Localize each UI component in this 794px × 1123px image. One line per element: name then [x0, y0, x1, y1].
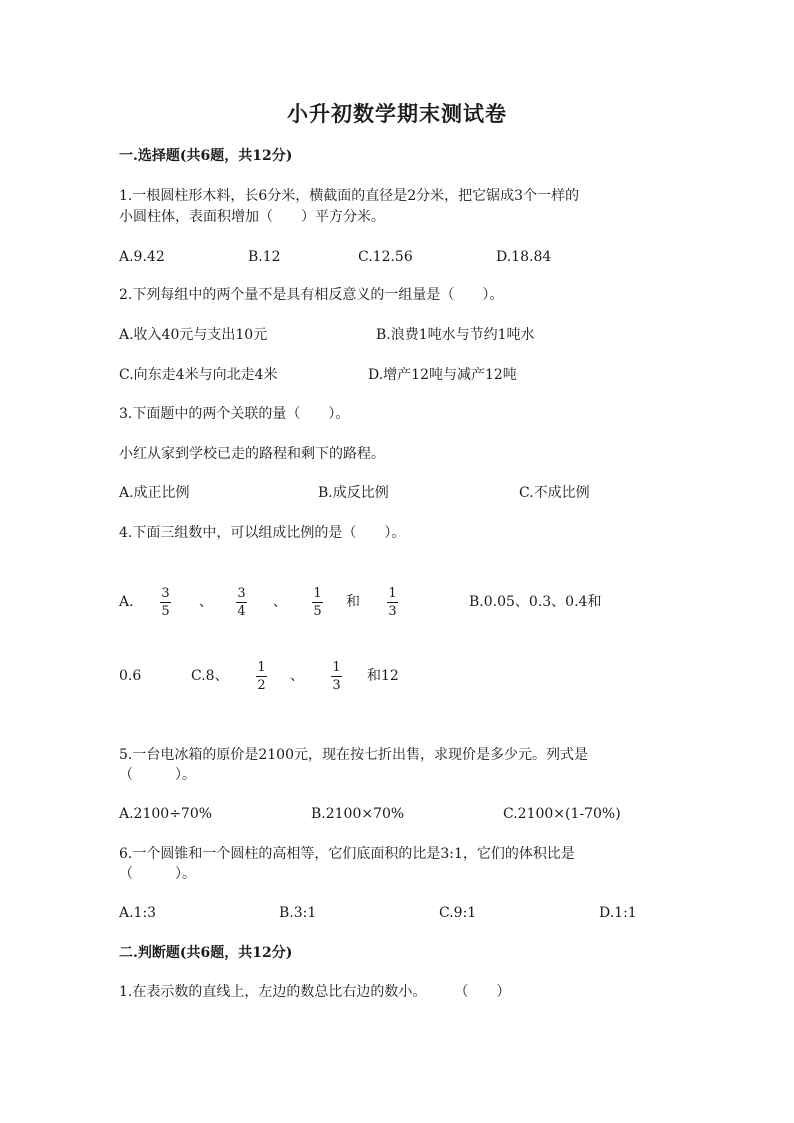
q1-option-d: D.18.84 — [496, 249, 552, 265]
fraction-denominator: 4 — [237, 604, 246, 619]
q5-stem-line2: （ ）。 — [119, 767, 196, 783]
section-heading-choice: 一.选择题(共6题，共12分) — [119, 148, 293, 164]
q4-stem: 4.下面三组数中，可以组成比例的是（ ）。 — [119, 525, 406, 541]
q5-option-a: A.2100÷70% — [119, 806, 213, 822]
q3-option-a: A.成正比例 — [119, 485, 190, 501]
q6-option-a: A.1:3 — [119, 905, 157, 921]
fraction-bar — [387, 602, 398, 603]
fraction-denominator: 5 — [161, 604, 170, 619]
fraction-denominator: 2 — [257, 678, 266, 693]
q1-stem-line2: 小圆柱体，表面积增加（ ）平方分米。 — [119, 209, 385, 225]
q4-a-separator-2: 、 — [273, 594, 287, 610]
q2-option-a: A.收入40元与支出10元 — [119, 327, 268, 343]
q4-option-c-label: C.8、 — [191, 668, 229, 684]
q3-option-b: B.成反比例 — [318, 485, 389, 501]
q4-a-fraction-2 — [236, 586, 247, 619]
q2-stem: 2.下列每组中的两个量不是具有相反意义的一组量是（ ）。 — [119, 287, 504, 303]
q4-a-fraction-1 — [160, 586, 171, 619]
fraction-denominator: 3 — [332, 678, 341, 693]
fraction-numerator: 1 — [388, 586, 397, 601]
q4-a-and: 和 — [346, 594, 360, 610]
page-title: 小升初数学期末测试卷 — [287, 101, 507, 126]
fraction-denominator: 3 — [388, 604, 397, 619]
fraction-bar — [331, 676, 342, 677]
fraction-bar — [256, 676, 267, 677]
q4-c-fraction-1 — [256, 660, 267, 693]
fraction-numerator: 1 — [257, 660, 266, 675]
fraction-bar — [312, 602, 323, 603]
q4-a-fraction-3 — [312, 586, 323, 619]
fraction-numerator: 1 — [313, 586, 322, 601]
judgement-q1: 1.在表示数的直线上，左边的数总比右边的数小。 （ ） — [119, 984, 511, 1000]
section-heading-judgement: 二.判断题(共6题，共12分) — [119, 945, 293, 961]
q2-option-c: C.向东走4米与向北走4米 — [119, 367, 278, 383]
q2-option-b: B.浪费1吨水与节约1吨水 — [376, 327, 535, 343]
q1-stem-line1: 1.一根圆柱形木料，长6分米，横截面的直径是2分米，把它锯成3个一样的 — [119, 188, 580, 204]
q6-stem-line1: 6.一个圆锥和一个圆柱的高相等，它们底面积的比是3:1，它们的体积比是 — [119, 846, 575, 862]
q6-option-b: B.3:1 — [279, 905, 317, 921]
q6-option-d: D.1:1 — [599, 905, 637, 921]
q4-a-fraction-4 — [387, 586, 398, 619]
fraction-numerator: 1 — [332, 660, 341, 675]
q4-option-b-continued: 0.6 — [119, 668, 142, 684]
q5-stem-line1: 5.一台电冰箱的原价是2100元，现在按七折出售，求现价是多少元。列式是 — [119, 747, 588, 763]
q6-stem-line2: （ ）。 — [119, 866, 196, 882]
q4-option-b: B.0.05、0.3、0.4和 — [469, 594, 602, 610]
fraction-bar — [236, 602, 247, 603]
q5-option-c: C.2100×(1-70%) — [503, 806, 621, 822]
q3-context: 小红从家到学校已走的路程和剩下的路程。 — [119, 446, 385, 462]
q4-a-separator-1: 、 — [199, 594, 213, 610]
q2-option-d: D.增产12吨与减产12吨 — [368, 367, 517, 383]
fraction-denominator: 5 — [313, 604, 322, 619]
fraction-numerator: 3 — [161, 586, 170, 601]
fraction-bar — [160, 602, 171, 603]
fraction-numerator: 3 — [237, 586, 246, 601]
q4-c-separator: 、 — [290, 668, 304, 684]
q3-option-c: C.不成比例 — [519, 485, 590, 501]
q6-option-c: C.9:1 — [439, 905, 477, 921]
q4-option-a-label: A. — [119, 594, 134, 610]
q1-option-a: A.9.42 — [119, 249, 165, 265]
q4-c-fraction-2 — [331, 660, 342, 693]
q5-option-b: B.2100×70% — [311, 806, 405, 822]
q4-option-c-tail: 和12 — [367, 668, 399, 684]
q1-option-b: B.12 — [248, 249, 281, 265]
q1-option-c: C.12.56 — [358, 249, 413, 265]
q3-stem: 3.下面题中的两个关联的量（ ）。 — [119, 406, 350, 422]
